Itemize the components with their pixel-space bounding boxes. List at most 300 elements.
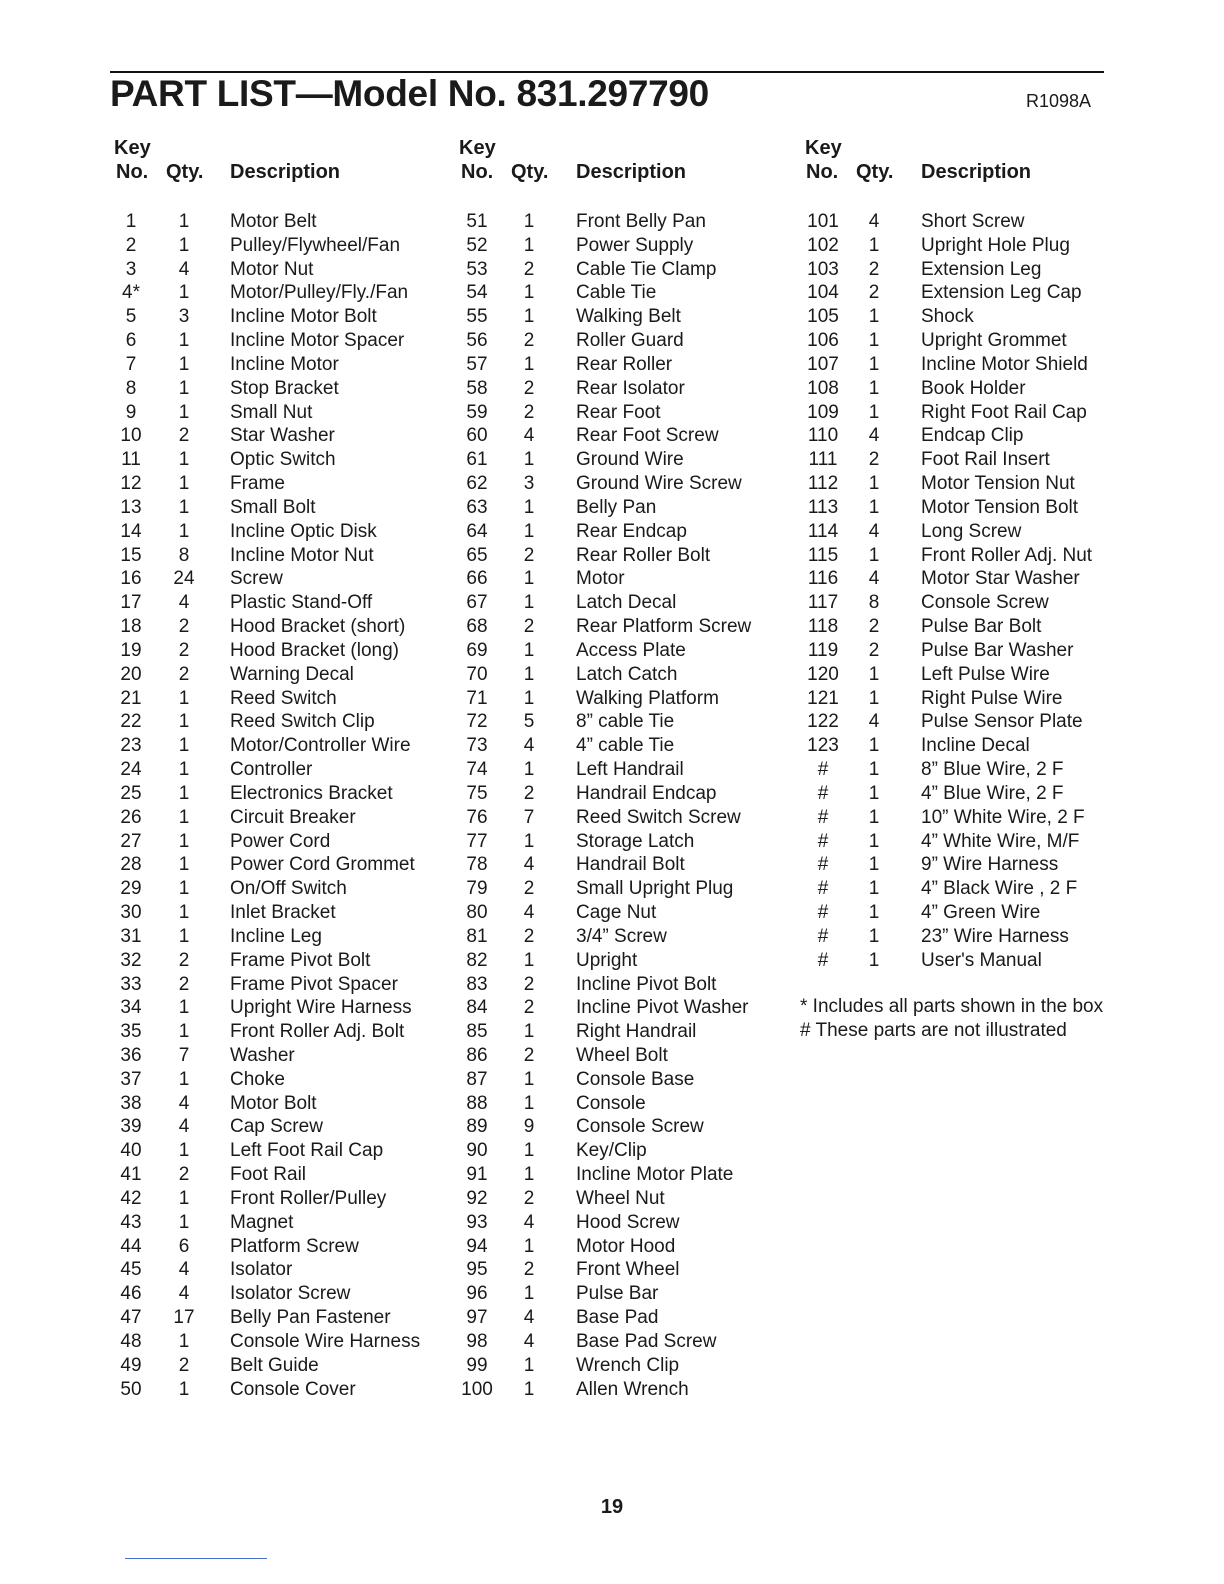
quantity: 4 (523, 1330, 535, 1352)
parts-column-1 (110, 136, 450, 1401)
key-number: 50 (120, 1378, 142, 1400)
table-row (110, 949, 450, 973)
table-row (456, 1163, 796, 1187)
quantity: 1 (178, 902, 190, 924)
key-number: 121 (807, 687, 839, 709)
part-description: Power Cord (230, 830, 331, 852)
key-number: 112 (807, 473, 839, 495)
part-description: Belly Pan Fastener (230, 1307, 391, 1329)
key-number: 4* (122, 282, 140, 304)
quantity: 1 (868, 759, 880, 781)
table-row (801, 877, 1121, 901)
part-description: Base Pad Screw (576, 1330, 717, 1352)
table-row (110, 1187, 450, 1211)
key-number: 94 (466, 1235, 488, 1257)
quantity: 1 (523, 234, 535, 256)
quantity: 1 (868, 854, 880, 876)
quantity: 1 (523, 568, 535, 590)
part-description: Front Roller Adj. Bolt (230, 1021, 405, 1043)
quantity: 2 (523, 1187, 535, 1209)
part-description: Incline Leg (230, 925, 322, 947)
table-row (456, 424, 796, 448)
key-number: 30 (120, 902, 142, 924)
key-number: 114 (807, 520, 839, 542)
part-description: Allen Wrench (576, 1378, 689, 1400)
key-number: 34 (120, 997, 142, 1019)
quantity: 2 (523, 330, 535, 352)
table-row (456, 877, 796, 901)
quantity: 1 (178, 234, 190, 256)
part-description: Motor Bolt (230, 1092, 317, 1114)
table-row (456, 1068, 796, 1092)
key-number: 48 (120, 1330, 142, 1352)
quantity: 1 (868, 496, 880, 518)
table-row (801, 830, 1121, 854)
table-row (110, 830, 450, 854)
key-number: 14 (120, 520, 142, 542)
table-row (801, 401, 1121, 425)
quantity: 4 (178, 1092, 190, 1114)
table-row (456, 210, 796, 234)
table-row (801, 210, 1121, 234)
quantity: 1 (523, 663, 535, 685)
quantity: 1 (523, 759, 535, 781)
part-description: Book Holder (921, 377, 1026, 399)
quantity: 1 (868, 330, 880, 352)
column-header (110, 136, 450, 200)
key-number: 62 (466, 473, 488, 495)
table-row (801, 472, 1121, 496)
key-number: 119 (807, 639, 839, 661)
quantity: 1 (178, 1187, 190, 1209)
key-number: 46 (120, 1283, 142, 1305)
key-number: 54 (466, 282, 488, 304)
table-row (456, 305, 796, 329)
quantity: 1 (523, 687, 535, 709)
table-row (456, 806, 796, 830)
quantity: 2 (523, 616, 535, 638)
part-description: Right Pulse Wire (921, 687, 1063, 709)
table-row (801, 258, 1121, 282)
part-description: Belly Pan (576, 496, 657, 518)
table-row (801, 544, 1121, 568)
quantity: 4 (523, 1307, 535, 1329)
quantity: 1 (523, 449, 535, 471)
key-number: 58 (466, 377, 488, 399)
quantity: 4 (523, 1211, 535, 1233)
document-code: R1098A (1026, 91, 1092, 111)
quantity: 1 (178, 782, 190, 804)
part-description: 8” Blue Wire, 2 F (921, 759, 1064, 781)
table-row (456, 853, 796, 877)
table-row (456, 663, 796, 687)
quantity: 1 (868, 735, 880, 757)
table-row (110, 329, 450, 353)
quantity: 24 (173, 568, 195, 590)
key-number: 85 (466, 1021, 488, 1043)
table-row (110, 806, 450, 830)
quantity: 1 (868, 878, 880, 900)
header-no: No. (116, 161, 149, 183)
quantity: 1 (178, 1330, 190, 1352)
table-row (456, 687, 796, 711)
quantity: 1 (178, 282, 190, 304)
part-description: 4” Blue Wire, 2 F (921, 782, 1064, 804)
quantity: 1 (868, 377, 880, 399)
part-description: Console (576, 1092, 646, 1114)
key-number: # (817, 949, 829, 971)
part-description: Pulley/Flywheel/Fan (230, 234, 401, 256)
page-number: 19 (600, 1496, 624, 1518)
key-number: 24 (120, 759, 142, 781)
quantity: 2 (178, 616, 190, 638)
quantity: 7 (523, 806, 535, 828)
key-number: 108 (807, 377, 839, 399)
table-row (110, 591, 450, 615)
key-number: # (817, 806, 829, 828)
table-row (110, 1211, 450, 1235)
part-description: Front Belly Pan (576, 211, 706, 232)
part-description: Console Base (576, 1068, 695, 1090)
table-row (456, 1115, 796, 1139)
table-row (801, 734, 1121, 758)
table-row (801, 687, 1121, 711)
table-row (110, 1139, 450, 1163)
part-description: Rear Endcap (576, 520, 687, 542)
parts-column-2 (456, 136, 796, 1401)
table-row (456, 1211, 796, 1235)
header-qty: Qty. (166, 161, 204, 183)
quantity: 2 (523, 878, 535, 900)
part-description: Roller Guard (576, 330, 684, 352)
quantity: 1 (178, 1211, 190, 1233)
key-number: 28 (120, 854, 142, 876)
key-number: 88 (466, 1092, 488, 1114)
quantity: 1 (523, 1354, 535, 1376)
key-number: 25 (120, 782, 142, 804)
table-row (456, 734, 796, 758)
part-description: Hood Bracket (short) (230, 616, 406, 638)
part-description: Latch Catch (576, 663, 678, 685)
quantity: 1 (868, 925, 880, 947)
part-description: Incline Motor Shield (921, 353, 1088, 375)
quantity: 1 (178, 711, 190, 733)
table-row (110, 758, 450, 782)
key-number: 63 (466, 496, 488, 518)
table-row (110, 305, 450, 329)
part-description: Small Nut (230, 401, 313, 423)
part-description: Upright Wire Harness (230, 997, 412, 1019)
part-description: Console Wire Harness (230, 1330, 421, 1352)
table-row (456, 1258, 796, 1282)
key-number: 31 (120, 925, 142, 947)
part-description: Cap Screw (230, 1116, 323, 1138)
table-row (110, 925, 450, 949)
key-number: 29 (120, 878, 142, 900)
key-number: 36 (120, 1044, 142, 1066)
table-row (110, 1092, 450, 1116)
table-row (456, 1139, 796, 1163)
table-row (456, 949, 796, 973)
key-number: 120 (807, 663, 839, 685)
part-description: Stop Bracket (230, 377, 339, 399)
table-row (456, 1235, 796, 1259)
quantity: 1 (523, 830, 535, 852)
quantity: 1 (523, 1235, 535, 1257)
key-number: 71 (466, 687, 488, 709)
table-row (456, 782, 796, 806)
key-number: 11 (121, 449, 141, 471)
part-description: Upright (576, 949, 638, 971)
quantity: 4 (523, 735, 535, 757)
table-row (110, 401, 450, 425)
table-row (456, 830, 796, 854)
quantity: 6 (178, 1235, 190, 1257)
key-number: 69 (466, 639, 488, 661)
key-number: 45 (120, 1259, 142, 1281)
quantity: 1 (178, 997, 190, 1019)
part-description: Cable Tie Clamp (576, 258, 717, 280)
key-number: 51 (466, 211, 488, 232)
table-row (456, 281, 796, 305)
quantity: 1 (178, 925, 190, 947)
header-description: Description (576, 161, 687, 183)
quantity: 2 (523, 544, 535, 566)
table-row (110, 901, 450, 925)
part-description: Platform Screw (230, 1235, 359, 1257)
quantity: 4 (523, 902, 535, 924)
part-description: Walking Belt (576, 306, 681, 328)
table-row (110, 210, 450, 234)
quantity: 2 (523, 973, 535, 995)
quantity: 1 (868, 234, 880, 256)
table-row (110, 996, 450, 1020)
part-description: Console Screw (576, 1116, 704, 1138)
quantity: 2 (523, 377, 535, 399)
table-row (801, 496, 1121, 520)
table-row (110, 1068, 450, 1092)
key-number: 1 (125, 211, 137, 232)
key-number: # (817, 782, 829, 804)
key-number: 92 (466, 1187, 488, 1209)
table-row (110, 377, 450, 401)
part-description: Pulse Sensor Plate (921, 711, 1083, 733)
part-description: Right Foot Rail Cap (921, 401, 1087, 423)
part-description: 9” Wire Harness (921, 854, 1059, 876)
table-row (456, 520, 796, 544)
header-key: Key (114, 137, 151, 159)
key-number: 75 (466, 782, 488, 804)
key-number: 37 (120, 1068, 142, 1090)
quantity: 2 (868, 282, 880, 304)
table-row (456, 901, 796, 925)
quantity: 4 (868, 211, 880, 232)
quantity: 1 (868, 473, 880, 495)
part-description: Power Cord Grommet (230, 854, 415, 876)
part-description: Rear Foot (576, 401, 661, 423)
part-description: Left Foot Rail Cap (230, 1140, 384, 1162)
part-description: Hood Bracket (long) (230, 639, 399, 661)
part-description: Motor/Controller Wire (230, 735, 411, 757)
key-number: 7 (125, 353, 137, 375)
part-description: Motor Hood (576, 1235, 676, 1257)
key-number: 61 (466, 449, 488, 471)
key-number: # (817, 925, 829, 947)
table-row (801, 806, 1121, 830)
table-row (456, 1330, 796, 1354)
key-number: 23 (120, 735, 142, 757)
quantity: 4 (868, 568, 880, 590)
quantity: 2 (868, 616, 880, 638)
table-row (456, 234, 796, 258)
part-description: Screw (230, 568, 283, 590)
table-row (456, 639, 796, 663)
part-description: Cable Tie (576, 282, 657, 304)
table-row (110, 1306, 450, 1330)
header-key: Key (459, 137, 496, 159)
quantity: 2 (523, 1259, 535, 1281)
table-row (456, 258, 796, 282)
table-row (110, 1378, 450, 1402)
table-row (456, 353, 796, 377)
parts-rows (110, 210, 450, 1401)
quantity: 1 (868, 902, 880, 924)
part-description: Key/Clip (576, 1140, 647, 1162)
quantity: 2 (178, 425, 190, 447)
table-row (456, 329, 796, 353)
part-description: Incline Motor Plate (576, 1164, 734, 1186)
quantity: 1 (523, 520, 535, 542)
key-number: 98 (466, 1330, 488, 1352)
key-number: 43 (120, 1211, 142, 1233)
quantity: 1 (178, 473, 190, 495)
key-number: 115 (807, 544, 839, 566)
part-description: 4” White Wire, M/F (921, 830, 1080, 852)
column-header (801, 136, 1121, 200)
table-row (110, 1282, 450, 1306)
part-description: Left Pulse Wire (921, 663, 1050, 685)
part-description: Small Upright Plug (576, 878, 734, 900)
part-description: Shock (921, 306, 974, 328)
quantity: 1 (868, 306, 880, 328)
key-number: 73 (466, 735, 488, 757)
part-description: Console Screw (921, 592, 1049, 614)
key-number: 22 (120, 711, 142, 733)
part-description: Foot Rail Insert (921, 449, 1050, 471)
key-number: 97 (466, 1307, 488, 1329)
quantity: 4 (178, 1283, 190, 1305)
table-row (456, 567, 796, 591)
key-number: 106 (807, 330, 839, 352)
quantity: 1 (178, 806, 190, 828)
key-number: 19 (120, 639, 142, 661)
part-description: Pulse Bar (576, 1283, 659, 1305)
part-description: Rear Platform Screw (576, 616, 752, 638)
part-description: Extension Leg Cap (921, 282, 1082, 304)
table-row (110, 877, 450, 901)
table-row (110, 734, 450, 758)
part-description: Wrench Clip (576, 1354, 680, 1376)
footnote-asterisk: * Includes all parts shown in the box (800, 996, 1104, 1017)
quantity: 1 (868, 782, 880, 804)
quantity: 1 (523, 1092, 535, 1114)
key-number: 95 (466, 1259, 488, 1281)
table-row (110, 615, 450, 639)
part-description: Motor Tension Nut (921, 473, 1075, 495)
key-number: 35 (120, 1021, 142, 1043)
key-number: 91 (466, 1164, 488, 1186)
key-number: 49 (120, 1354, 142, 1376)
quantity: 17 (173, 1307, 195, 1329)
table-row (801, 663, 1121, 687)
part-description: Rear Roller Bolt (576, 544, 711, 566)
part-description: Incline Motor Nut (230, 544, 374, 566)
table-row (801, 949, 1121, 973)
table-row (801, 782, 1121, 806)
parts-rows (456, 210, 796, 1401)
table-row (110, 281, 450, 305)
quantity: 3 (523, 473, 535, 495)
table-row (110, 520, 450, 544)
key-number: 107 (807, 353, 839, 375)
quantity: 1 (178, 830, 190, 852)
key-number: 113 (807, 496, 839, 518)
table-row (801, 567, 1121, 591)
quantity: 1 (868, 830, 880, 852)
key-number: 117 (807, 592, 839, 614)
quantity: 2 (178, 973, 190, 995)
table-row (110, 472, 450, 496)
quantity: 1 (523, 1140, 535, 1162)
part-description: Ground Wire (576, 449, 684, 471)
page-title: PART LIST—Model No. 831.297790 (110, 73, 709, 114)
part-description: 8” cable Tie (576, 711, 675, 733)
key-number: 64 (466, 520, 488, 542)
quantity: 1 (523, 949, 535, 971)
quantity: 2 (178, 949, 190, 971)
table-row (456, 1044, 796, 1068)
key-number: # (817, 902, 829, 924)
part-description: Incline Motor Spacer (230, 330, 405, 352)
part-description: Circuit Breaker (230, 806, 356, 828)
table-row (110, 496, 450, 520)
key-number: 38 (120, 1092, 142, 1114)
quantity: 1 (178, 1140, 190, 1162)
header-no: No. (461, 161, 494, 183)
key-number: 101 (807, 211, 839, 232)
part-description: Incline Pivot Washer (576, 997, 749, 1019)
parts-column-3 (801, 136, 1121, 973)
key-number: 8 (125, 377, 137, 399)
table-row (801, 591, 1121, 615)
key-number: 20 (120, 663, 142, 685)
key-number: 60 (466, 425, 488, 447)
part-description: Power Supply (576, 234, 694, 256)
key-number: 40 (120, 1140, 142, 1162)
quantity: 4 (868, 711, 880, 733)
key-number: # (817, 878, 829, 900)
key-number: 84 (466, 997, 488, 1019)
quantity: 1 (178, 401, 190, 423)
quantity: 1 (868, 401, 880, 423)
table-row (110, 234, 450, 258)
table-row (110, 1258, 450, 1282)
quantity: 2 (523, 925, 535, 947)
table-row (456, 973, 796, 997)
part-description: Upright Grommet (921, 330, 1067, 352)
column-header (456, 136, 796, 200)
key-number: 96 (466, 1283, 488, 1305)
